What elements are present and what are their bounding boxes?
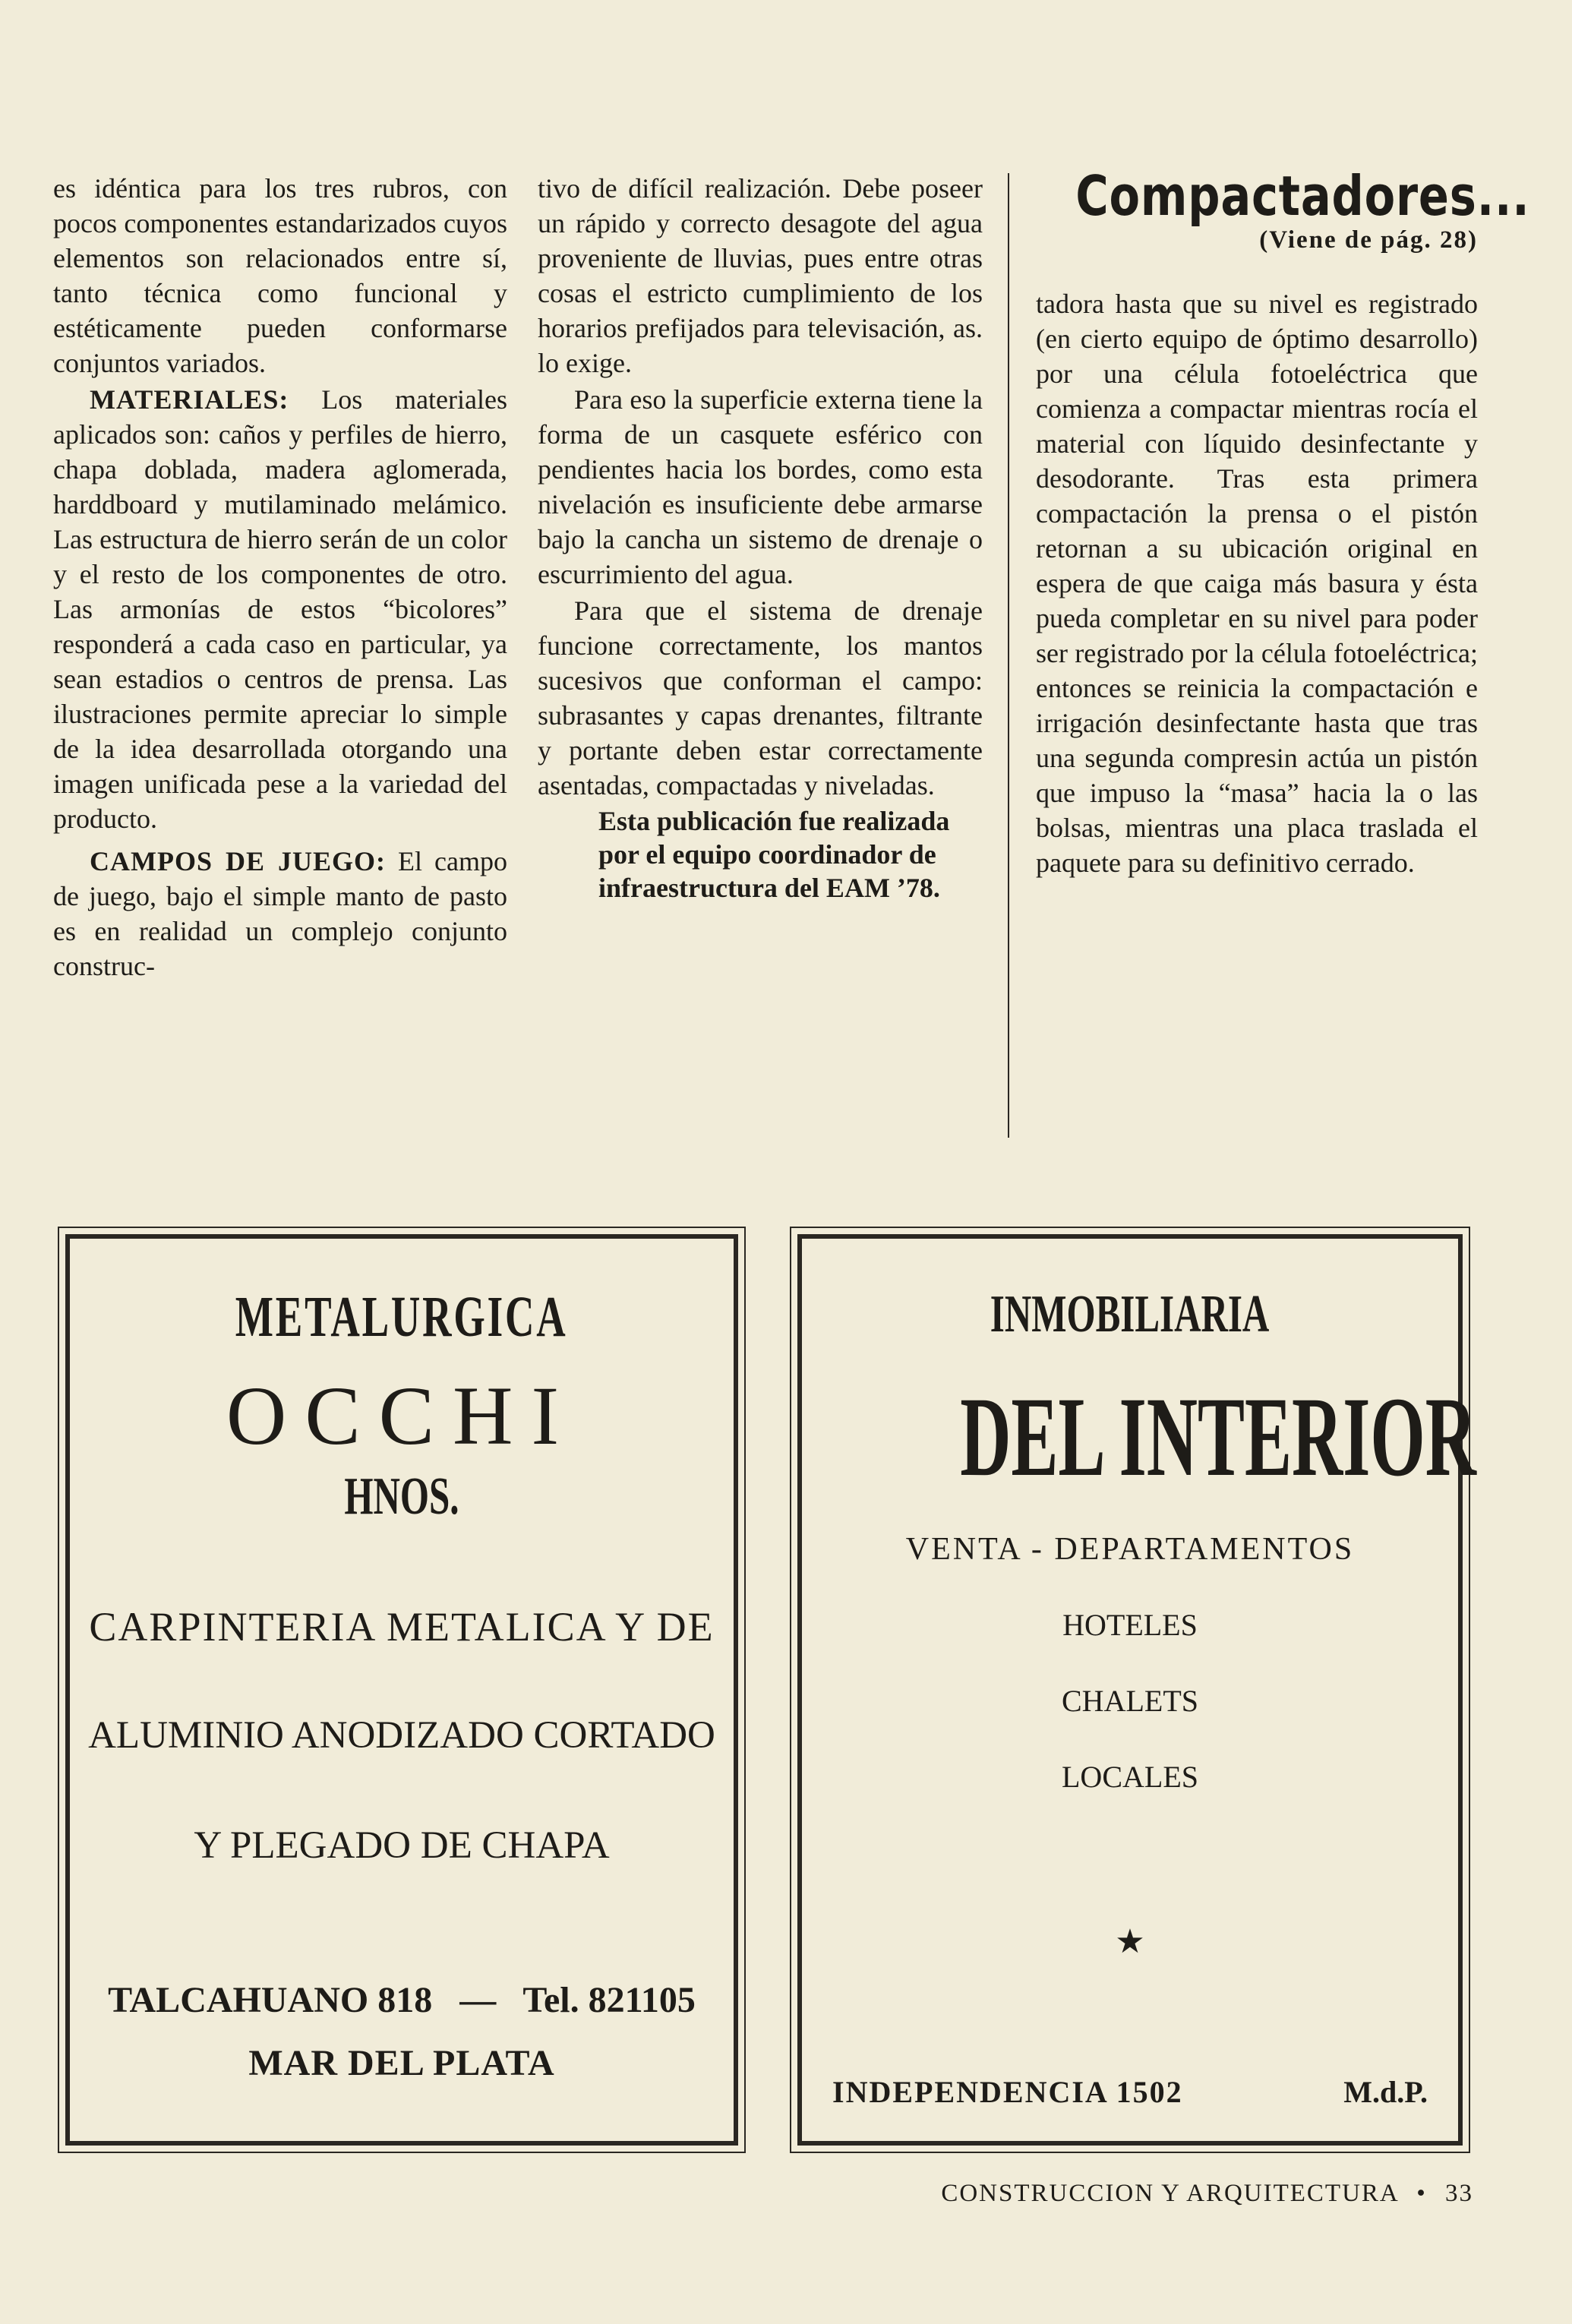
section-title: Compactadores... <box>1075 164 1530 228</box>
star-icon: ★ <box>1115 1923 1145 1960</box>
paragraph-materiales <box>53 382 507 836</box>
ad2-city: M.d.P. <box>1343 2075 1428 2109</box>
article-column-3 <box>1036 164 1530 882</box>
publication-credit: Esta publicación fue realizada por el equipo coordinador de infraestructura del EAM ’78. <box>598 806 950 903</box>
ad2-hoteles: HOTELES <box>1062 1608 1198 1642</box>
page-number: 33 <box>1445 2180 1473 2207</box>
paragraph-intro: es idéntica para los tres rubros, con pocos componentes estandarizados cuyos elementos son relacionados entre sí, tanto técnica como funcional y estéticamente pueden conformarse conjuntos variados. <box>53 173 507 378</box>
article-column-1 <box>53 171 507 985</box>
paragraph-compactadores: tadora hasta que su nivel es registrado (en cierto equipo de óptimo desarrollo) por una célula fotoeléctrica que comienza a compactar mientras rocía el material con líquido desinfectante y desodorante. Tras esta primera compactación la prensa o el pistón retornan a su ubicación original en espera de que caiga más basura y ésta pueda completar en su nivel para poder ser registrado por la célula fotoeléctrica; entonces se reinicia la compactación e irrigación desinfectante hasta que tras una segunda compresin actúa un pistón que impuso la “masa” hacia la o las bolsas, mientras una placa traslada el paquete para su definitivo cerrado. <box>1036 289 1478 878</box>
ad1-dash: — <box>459 1980 497 2020</box>
ad2-address: INDEPENDENCIA 1502 <box>832 2075 1183 2109</box>
footer-bullet: • <box>1416 2180 1427 2207</box>
heading-campos-de-juego: CAMPOS DE JUEGO: <box>90 846 387 876</box>
ad1-metalurgica: METALURGICA <box>235 1285 568 1349</box>
section-subtitle: (Viene de pág. 28) <box>1259 226 1478 254</box>
paragraph-drenaje-2: Para eso la superficie externa tiene la forma de un casquete esférico con pendientes hacia los bordes, como esta nivelación es insuficiente debe armarse bajo la cancha un sistemo de drenaje o escurrimiento del agua. <box>538 384 983 589</box>
paragraph-drenaje-1: tivo de difícil realización. Debe poseer un rápido y correcto desagote del agua proveniente de lluvias, pues entre otras cosas el estricto cumplimiento de los horarios prefijados para televisación, as. lo exige. <box>538 173 983 378</box>
page-footer <box>941 2180 1473 2208</box>
ad1-occhi: OCCHI <box>226 1369 578 1462</box>
ad2-del-interior: DEL INTERIOR <box>960 1374 1476 1500</box>
ad1-address-line <box>70 1979 734 2021</box>
ad1-phone: Tel. 821105 <box>522 1980 696 2020</box>
ad1-city: MAR DEL PLATA <box>248 2043 555 2083</box>
ad1-address: TALCAHUANO 818 <box>108 1980 433 2020</box>
ad-inmobiliaria-del-interior <box>797 1234 1476 2146</box>
ad2-locales: LOCALES <box>1062 1760 1198 1794</box>
ad1-carpinteria: CARPINTERIA METALICA Y DE <box>89 1604 715 1650</box>
ad2-chalets: CHALETS <box>1062 1684 1198 1718</box>
ad2-inmobiliaria: INMOBILIARIA <box>990 1285 1270 1344</box>
ad1-plegado: Y PLEGADO DE CHAPA <box>194 1824 610 1867</box>
paragraph-campos <box>53 844 507 984</box>
publication-name: CONSTRUCCION Y ARQUITECTURA <box>941 2180 1398 2207</box>
ad-metalurgica-occhi <box>65 1234 738 2146</box>
heading-materiales: MATERIALES: <box>90 384 289 415</box>
column-divider-1 <box>1008 173 1009 1138</box>
ad2-venta: VENTA - DEPARTAMENTOS <box>905 1532 1355 1567</box>
ad1-aluminio: ALUMINIO ANODIZADO CORTADO <box>88 1714 715 1757</box>
paragraph-drenaje-3: Para que el sistema de drenaje funcione correctamente, los mantos sucesivos que conforman el campo: subrasantes y capas drenantes, filtrante y portante deben estar correctamente asentadas, compactadas y niveladas. <box>538 595 983 800</box>
materiales-text: Los materiales aplicados son: caños y perfiles de hierro, chapa doblada, madera aglomerada, harddboard y mutilaminado melámico. Las estructura de hierro serán de un color y el resto de los componentes de otro. Las armonías de estos “bicolores” responderá a cada caso en particular, ya sean estadios o centros de prensa. Las ilustraciones permite apreciar lo simple de la idea desarrollada otorgando una imagen unificada pese a la variedad del producto. <box>53 384 507 834</box>
ad1-hnos: HNOS. <box>344 1467 459 1526</box>
article-column-2 <box>538 171 983 906</box>
campos-text: El campo de juego, bajo el simple manto de pasto es en realidad un complejo conjunto construc- <box>53 846 508 981</box>
